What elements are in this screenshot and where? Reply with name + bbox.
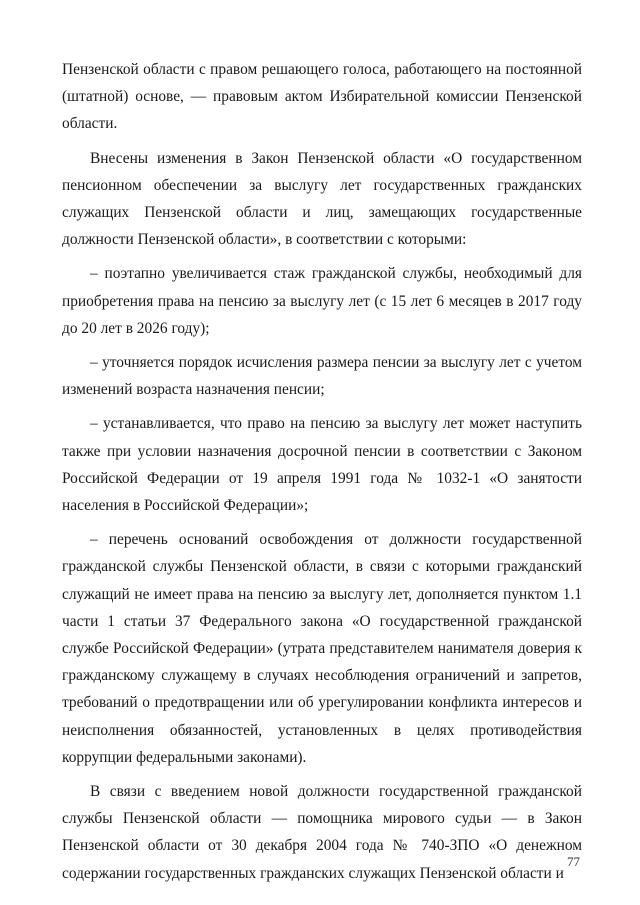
list-item-pension-calculation: – уточняется порядок исчисления размера пенсии за выслугу лет с учетом изменений возраста назначения пенсии; [62,354,582,399]
list-item-early-pension: – устанавливается, что право на пенсию за выслугу лет может наступить также при условии назначения досрочной пенсии в соответствии с Законом Российской Федерации от 19 апреля 1991 года № 1032-1 «О занятости населения в Российской Федерации»; [62,415,582,515]
paragraph-amendments-intro: Внесены изменения в Закон Пензенской области «О государственном пенсионном обеспечении за выслугу лет государственных гражданских служащих Пензенской области и лиц, замещающих государственные должности Пензенской области», в соответствии с которыми: [62,149,582,249]
document-page [62,56,582,894]
list-item-dismissal-grounds: – перечень оснований освобождения от должности государственной гражданской службы Пензенской области, в связи с которыми гражданский служащий не имеет права на пенсию за выслугу лет, дополняется пунктом 1.1 части 1 статьи 37 Федерального закона «О государственной гражданской службе Российской Федерации» (утрата представителем нанимателя доверия к гражданскому служащему в случаях несоблюдения ограничений и запретов, требований о предотвращении или об урегулировании конфликта интересов и неисполнения обязанностей, установленных в целях противодействия коррупции федеральными законами). [62,531,582,766]
list-item-service-length: – поэтапно увеличивается стаж гражданской службы, необходимый для приобретения права на пенсию за выслугу лет (с 15 лет 6 месяцев в 2017 году до 20 лет в 2026 году); [62,265,582,337]
paragraph-judge-assistant: В связи с введением новой должности государственной гражданской службы Пензенской области — помощника мирового судьи — в Закон Пензенской области от 30 декабря 2004 года № 740-ЗПО «О денежном содержании государственных гражданских служащих Пензенской области и [62,783,582,882]
page-number: 77 [567,854,580,869]
paragraph-continuation: Пензенской области с правом решающего голоса, работающего на постоянной (штатной) основе, — правовым актом Избирательной комиссии Пензенской области. [62,61,582,133]
